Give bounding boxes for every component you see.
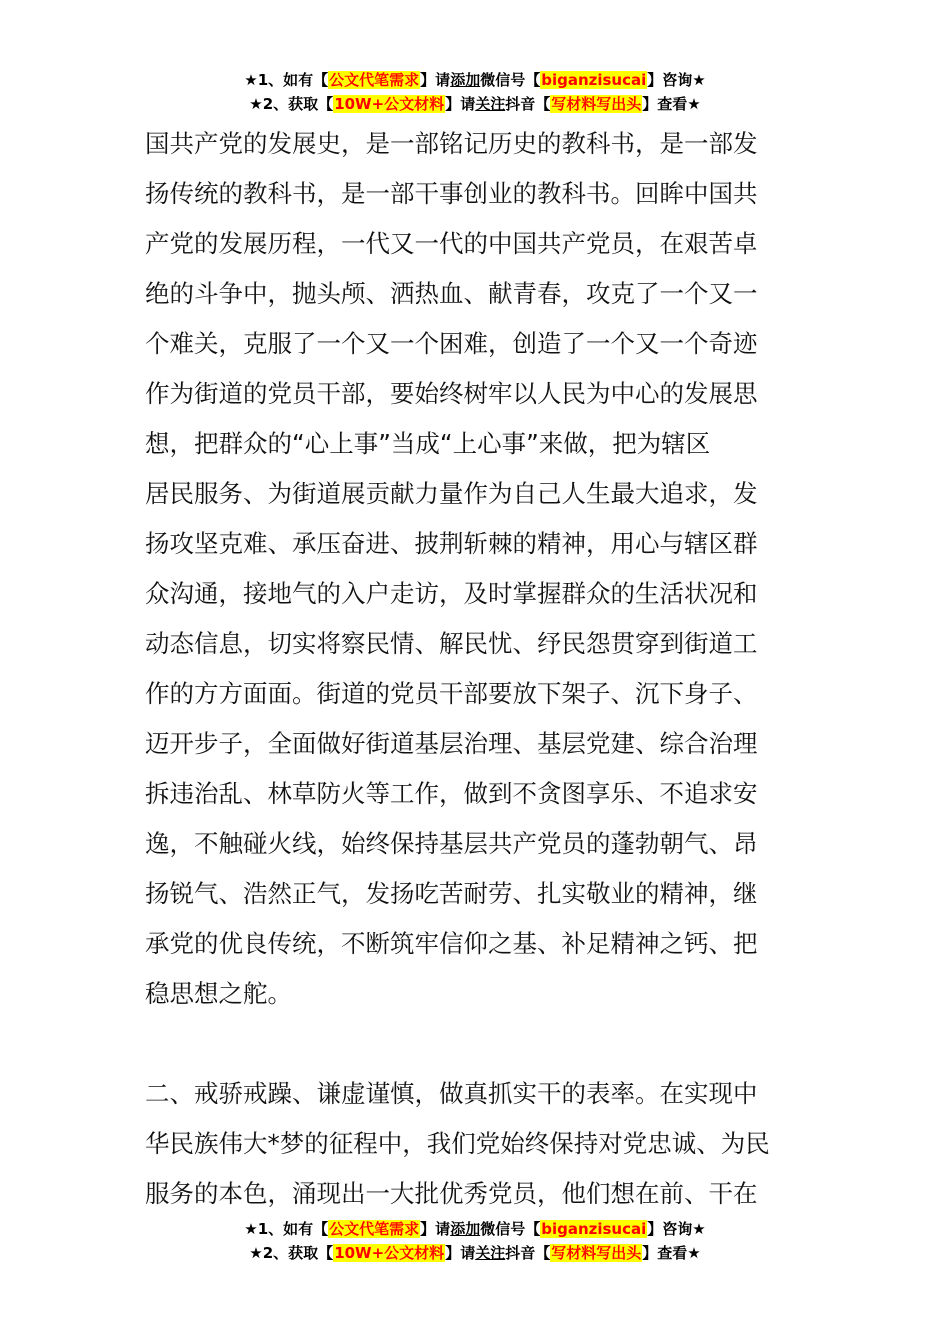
banner-text: 微信号【 (480, 71, 541, 89)
banner-highlight: biganzisucai (541, 1220, 647, 1238)
banner-text: 抖音【 (505, 95, 551, 113)
banner-highlight: biganzisucai (541, 71, 647, 89)
banner-highlight: 公文代笔需求 (329, 1220, 420, 1238)
text-line: 稳思想之舵。 (145, 979, 292, 1008)
text-line: 扬锐气、浩然正气，发扬吃苦耐劳、扎实敬业的精神，继 (145, 879, 758, 908)
text-line: 二、戒骄戒躁、谦虚谨慎，做真抓实干的表率。在实现中 (145, 1079, 758, 1108)
banner-highlight: 10W+公文材料 (334, 1244, 445, 1262)
banner-highlight: 写材料写出头 (551, 1244, 642, 1262)
banner-text: 微信号【 (480, 1220, 541, 1238)
banner-text: 】请 (420, 71, 451, 89)
text-line: 居民服务、为街道展贡献力量作为自己人生最大追求，发 (145, 479, 758, 508)
text-line: 扬传统的教科书，是一部干事创业的教科书。回眸中国共 (145, 179, 758, 208)
text-line: 扬攻坚克难、承压奋进、披荆斩棘的精神，用心与辖区群 (145, 529, 758, 558)
banner-text: ★2、获取【 (249, 95, 334, 113)
banner-underline-text: 关注 (475, 1244, 506, 1262)
banner-text: 】请 (445, 95, 476, 113)
paragraph-2 (145, 1069, 815, 1219)
banner-underline-text: 关注 (475, 95, 506, 113)
paragraph-spacer (145, 1019, 815, 1069)
banner-highlight: 10W+公文材料 (334, 95, 445, 113)
banner-underline-text: 添加 (450, 1220, 481, 1238)
paragraph-1 (145, 119, 815, 1019)
text-line: 个难关，克服了一个又一个困难，创造了一个又一个奇迹 (145, 329, 758, 358)
text-line: 拆违治乱、林草防火等工作，做到不贪图享乐、不追求安 (145, 779, 758, 808)
text-line: 承党的优良传统，不断筑牢信仰之基、补足精神之钙、把 (145, 929, 758, 958)
banner-line-2 (0, 1241, 950, 1265)
banner-text: ★2、获取【 (249, 1244, 334, 1262)
text-line: 逸，不触碰火线，始终保持基层共产党员的蓬勃朝气、昂 (145, 829, 758, 858)
text-line: 作为街道的党员干部，要始终树牢以人民为中心的发展思 (145, 379, 758, 408)
text-line: 众沟通，接地气的入户走访，及时掌握群众的生活状况和 (145, 579, 758, 608)
banner-highlight: 公文代笔需求 (329, 71, 420, 89)
banner-text: 抖音【 (505, 1244, 551, 1262)
text-line: 迈开步子，全面做好街道基层治理、基层党建、综合治理 (145, 729, 758, 758)
document-body (145, 119, 815, 1219)
banner-underline-text: 添加 (450, 71, 481, 89)
banner-line-1 (0, 68, 950, 92)
text-line: 作的方方面面。街道的党员干部要放下架子、沉下身子、 (145, 679, 758, 708)
text-line: 想，把群众的“心上事”当成“上心事”来做，把为辖区 (145, 429, 711, 458)
header-banner (0, 68, 950, 116)
text-line: 服务的本色，涌现出一大批优秀党员，他们想在前、干在 (145, 1179, 758, 1208)
banner-text: 】查看★ (642, 1244, 701, 1262)
banner-text: ★1、如有【 (244, 71, 329, 89)
text-line: 产党的发展历程，一代又一代的中国共产党员，在艰苦卓 (145, 229, 758, 258)
banner-text: 】咨询★ (647, 1220, 706, 1238)
text-line: 绝的斗争中，抛头颅、洒热血、献青春，攻克了一个又一 (145, 279, 758, 308)
banner-text: ★1、如有【 (244, 1220, 329, 1238)
text-line: 华民族伟大*梦的征程中，我们党始终保持对党忠诚、为民 (145, 1129, 770, 1158)
banner-highlight: 写材料写出头 (551, 95, 642, 113)
banner-line-1 (0, 1217, 950, 1241)
banner-line-2 (0, 92, 950, 116)
banner-text: 】请 (420, 1220, 451, 1238)
banner-text: 】咨询★ (647, 71, 706, 89)
banner-text: 】查看★ (642, 95, 701, 113)
footer-banner (0, 1217, 950, 1265)
text-line: 动态信息，切实将察民情、解民忧、纾民怨贯穿到街道工 (145, 629, 758, 658)
banner-text: 】请 (445, 1244, 476, 1262)
text-line: 国共产党的发展史，是一部铭记历史的教科书，是一部发 (145, 129, 758, 158)
